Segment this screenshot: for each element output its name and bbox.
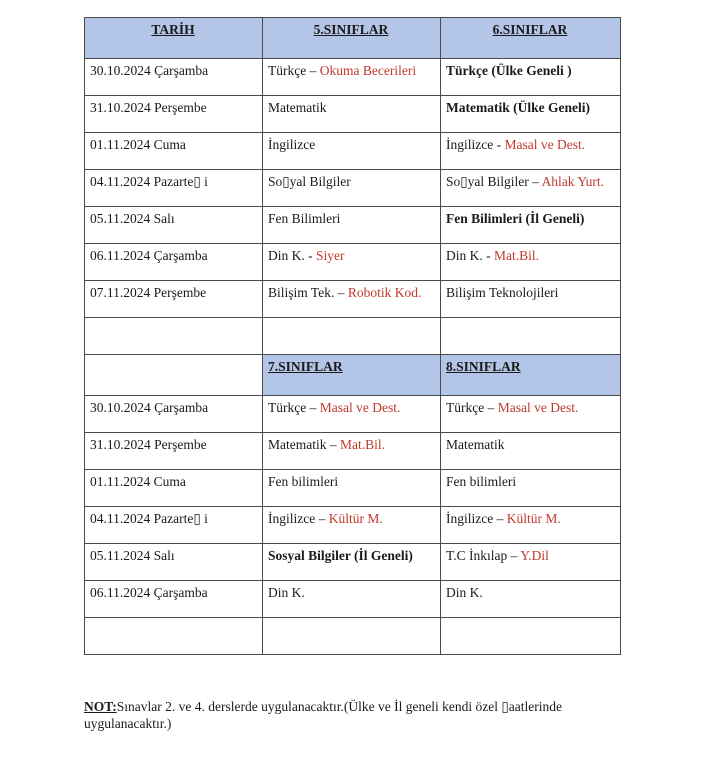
subject-detail: Okuma Becerileri: [319, 63, 417, 78]
date-cell: 06.11.2024 Çarşamba: [85, 581, 263, 618]
subject-cell: [263, 396, 441, 433]
header-cell: [85, 355, 263, 396]
subject-text: Bilişim Teknolojileri: [446, 285, 559, 300]
empty-cell: [85, 318, 263, 355]
subject-text: So▯yal Bilgiler –: [446, 174, 542, 189]
subject-cell: [441, 281, 621, 318]
subject-cell: [263, 244, 441, 281]
table-row: [85, 96, 621, 133]
subject-cell: [441, 170, 621, 207]
subject-cell: [263, 170, 441, 207]
date-cell: 01.11.2024 Cuma: [85, 470, 263, 507]
header-label: 6.SINIFLAR: [492, 22, 568, 37]
table-row: [85, 544, 621, 581]
header-row: [85, 355, 621, 396]
subject-cell: [441, 133, 621, 170]
subject-cell: [441, 470, 621, 507]
subject-text: Fen Bilimleri (İl Geneli): [446, 211, 585, 226]
empty-row: [85, 618, 621, 655]
subject-text: Din K. -: [268, 248, 316, 263]
empty-cell: [263, 318, 441, 355]
table-row: [85, 281, 621, 318]
date-cell: 07.11.2024 Perşembe: [85, 281, 263, 318]
empty-cell: [441, 318, 621, 355]
subject-text: Matematik: [268, 100, 327, 115]
empty-cell: [85, 618, 263, 655]
subject-detail: Masal ve Dest.: [497, 400, 579, 415]
subject-cell: [263, 470, 441, 507]
subject-cell: [441, 207, 621, 244]
table-row: [85, 507, 621, 544]
subject-detail: Mat.Bil.: [339, 437, 385, 452]
subject-text: İngilizce –: [446, 511, 507, 526]
subject-text: Bilişim Tek. –: [268, 285, 348, 300]
subject-text: İngilizce -: [446, 137, 505, 152]
subject-text: So▯yal Bilgiler: [268, 174, 351, 189]
table-row: [85, 396, 621, 433]
header-row: [85, 18, 621, 59]
date-cell: 06.11.2024 Çarşamba: [85, 244, 263, 281]
subject-text: Sosyal Bilgiler (İl Geneli): [268, 548, 413, 563]
table-row: [85, 470, 621, 507]
subject-cell: [441, 581, 621, 618]
note-label: NOT:: [84, 699, 117, 714]
subject-cell: [263, 207, 441, 244]
subject-detail: Kültür M.: [328, 511, 383, 526]
subject-text: Fen bilimleri: [268, 474, 339, 489]
subject-cell: [263, 59, 441, 96]
header-label: TARİH: [151, 22, 195, 37]
note-text: Sınavlar 2. ve 4. derslerde uygulanacaktır.(Ülke ve İl geneli kendi özel ▯aatlerinde uygulanacaktır.): [84, 699, 563, 731]
empty-cell: [263, 618, 441, 655]
header-cell: [263, 355, 441, 396]
subject-cell: [263, 581, 441, 618]
empty-cell: [441, 618, 621, 655]
empty-row: [85, 318, 621, 355]
date-cell: 31.10.2024 Perşembe: [85, 433, 263, 470]
subject-detail: Ahlak Yurt.: [541, 174, 605, 189]
subject-detail: Masal ve Dest.: [319, 400, 401, 415]
subject-detail: Siyer: [316, 248, 345, 263]
subject-detail: Y.Dil: [520, 548, 549, 563]
table-row: [85, 59, 621, 96]
subject-text: Matematik –: [268, 437, 340, 452]
header-label: 7.SINIFLAR: [268, 359, 343, 374]
header-cell: [441, 355, 621, 396]
subject-text: Din K. -: [446, 248, 494, 263]
subject-detail: Robotik Kod.: [347, 285, 422, 300]
subject-cell: [263, 507, 441, 544]
table-row: [85, 581, 621, 618]
table-row: [85, 244, 621, 281]
subject-detail: Mat.Bil.: [494, 248, 540, 263]
header-cell: [85, 18, 263, 59]
subject-detail: Masal ve Dest.: [504, 137, 586, 152]
subject-text: Din K.: [268, 585, 305, 600]
header-label: 5.SINIFLAR: [313, 22, 389, 37]
subject-text: Türkçe –: [446, 400, 498, 415]
table-row: [85, 207, 621, 244]
subject-text: Fen bilimleri: [446, 474, 517, 489]
date-cell: 31.10.2024 Perşembe: [85, 96, 263, 133]
subject-text: Din K.: [446, 585, 483, 600]
subject-cell: [441, 96, 621, 133]
table-row: [85, 433, 621, 470]
subject-text: Matematik (Ülke Geneli): [446, 100, 590, 115]
subject-text: T.C İnkılap –: [446, 548, 521, 563]
header-cell: [263, 18, 441, 59]
header-cell: [441, 18, 621, 59]
subject-cell: [441, 59, 621, 96]
date-cell: 30.10.2024 Çarşamba: [85, 59, 263, 96]
exam-schedule-table: [84, 17, 621, 655]
subject-cell: [263, 544, 441, 581]
subject-detail: Kültür M.: [506, 511, 561, 526]
date-cell: 05.11.2024 Salı: [85, 207, 263, 244]
table-row: [85, 133, 621, 170]
subject-cell: [263, 96, 441, 133]
subject-cell: [263, 133, 441, 170]
date-cell: 04.11.2024 Pazarte▯ i: [85, 507, 263, 544]
subject-cell: [441, 507, 621, 544]
subject-cell: [263, 433, 441, 470]
subject-text: Türkçe –: [268, 63, 320, 78]
subject-cell: [263, 281, 441, 318]
subject-text: Fen Bilimleri: [268, 211, 341, 226]
header-label: 8.SINIFLAR: [446, 359, 521, 374]
date-cell: 05.11.2024 Salı: [85, 544, 263, 581]
subject-text: Türkçe (Ülke Geneli ): [446, 63, 572, 78]
subject-text: Matematik: [446, 437, 505, 452]
subject-text: Türkçe –: [268, 400, 320, 415]
date-cell: 04.11.2024 Pazarte▯ i: [85, 170, 263, 207]
subject-cell: [441, 244, 621, 281]
subject-text: İngilizce –: [268, 511, 329, 526]
date-cell: 30.10.2024 Çarşamba: [85, 396, 263, 433]
table-row: [85, 170, 621, 207]
subject-cell: [441, 396, 621, 433]
subject-text: İngilizce: [268, 137, 316, 152]
footer-note: [84, 698, 624, 732]
subject-cell: [441, 433, 621, 470]
date-cell: 01.11.2024 Cuma: [85, 133, 263, 170]
subject-cell: [441, 544, 621, 581]
